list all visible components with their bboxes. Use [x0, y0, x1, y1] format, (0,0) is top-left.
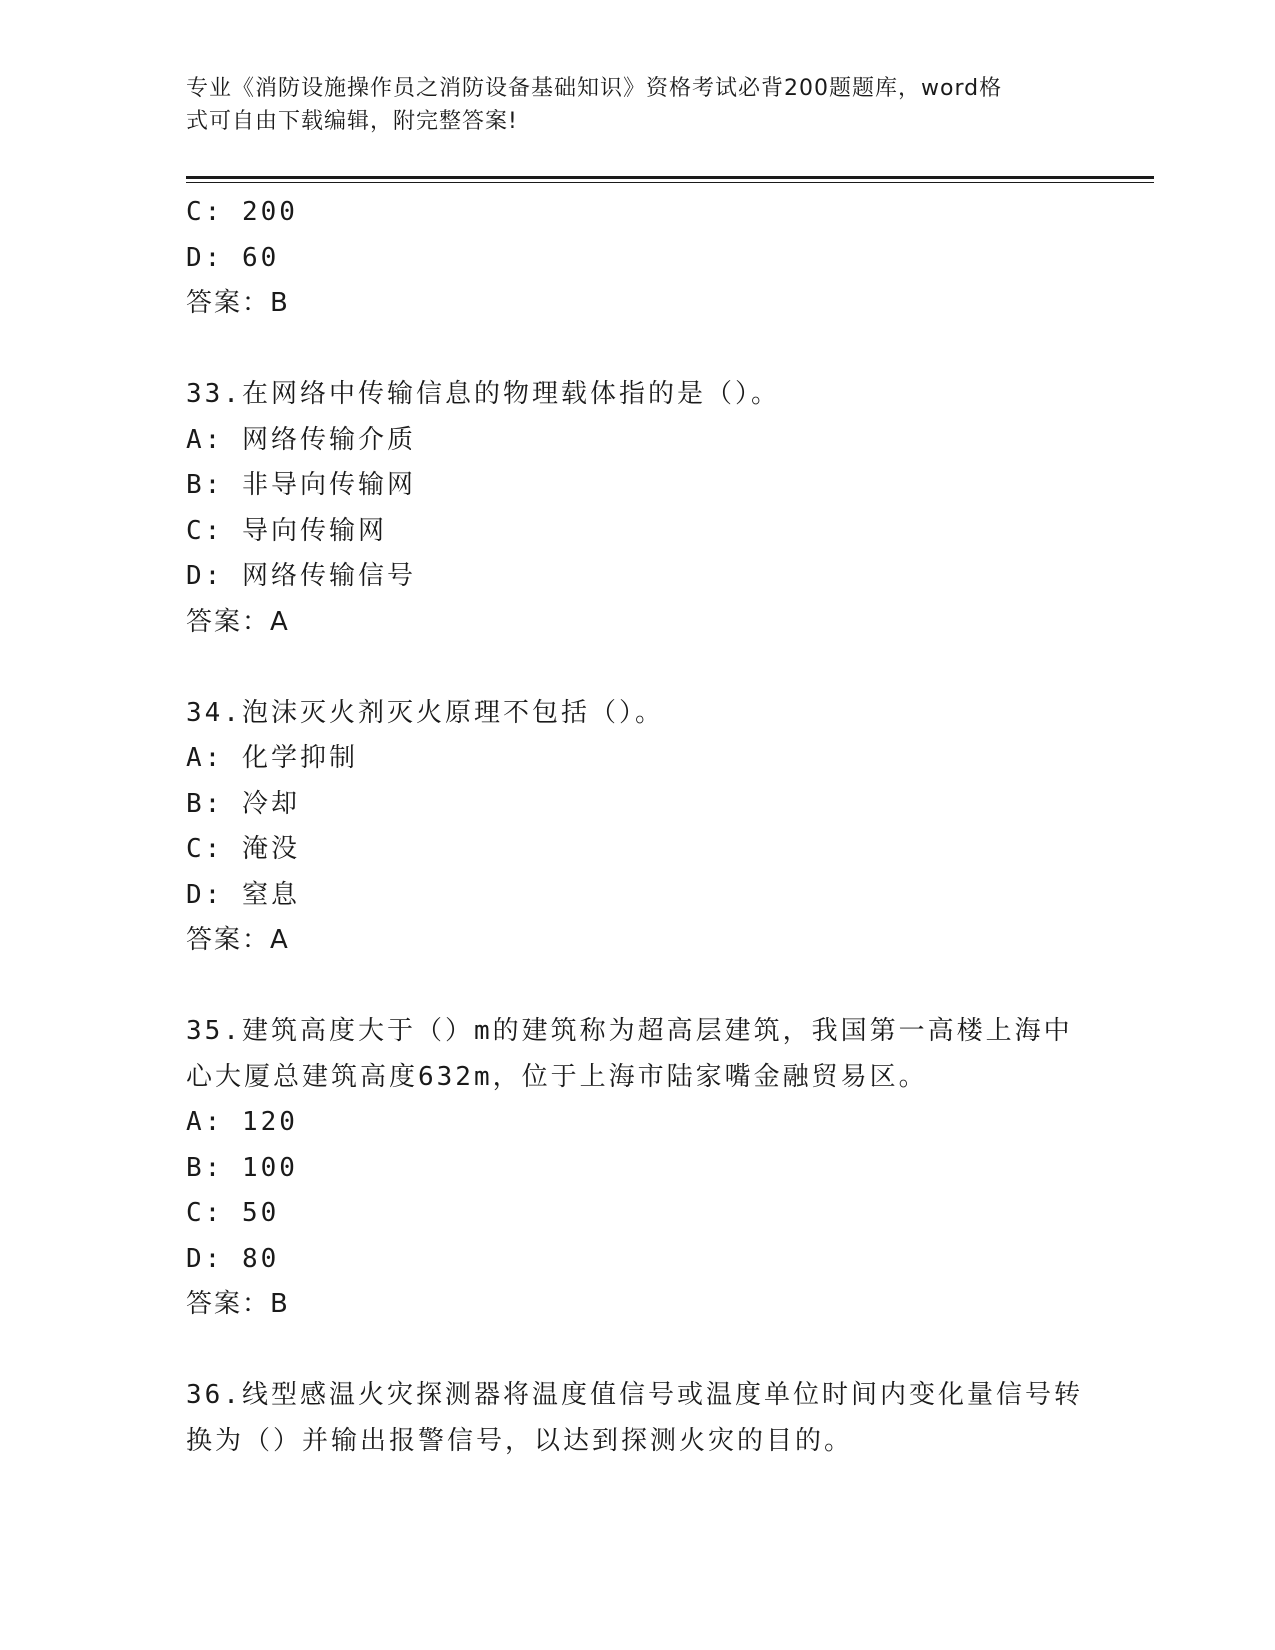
question-title-line-2: 心大厦总建筑高度632m，位于上海市陆家嘴金融贸易区。 — [186, 1061, 928, 1092]
option-c: C: 50 — [186, 1198, 280, 1228]
question-title: 33.在网络中传输信息的物理载体指的是（）。 — [186, 379, 780, 409]
question-title-line-2: 换为（）并输出报警信号，以达到探测火灾的目的。 — [186, 1425, 854, 1456]
spacer — [186, 645, 1086, 691]
question-title-line-1: 35.建筑高度大于（）m的建筑称为超高层建筑，我国第一高楼上海中 — [186, 1016, 1073, 1046]
header-line-1: 专业《消防设施操作员之消防设备基础知识》资格考试必背200题题库，word格 — [186, 76, 1003, 101]
spacer — [186, 327, 1086, 373]
answer-line: 答案：B — [186, 1289, 290, 1319]
question-33 — [186, 372, 1086, 645]
question-title-line-1: 36.线型感温火灾探测器将温度值信号或温度单位时间内变化量信号转 — [186, 1380, 1083, 1410]
option-b: B: 非导向传输网 — [186, 470, 416, 500]
question-32-continuation — [186, 190, 1086, 327]
option-b: B: 冷却 — [186, 788, 300, 819]
question-list — [186, 190, 1086, 1464]
question-title: 34.泡沫灭火剂灭火原理不包括（）。 — [186, 697, 664, 728]
option-a: A: 化学抑制 — [186, 743, 358, 773]
option-c: C: 淹没 — [186, 834, 300, 864]
spacer — [186, 1328, 1086, 1374]
document-header — [186, 72, 1066, 138]
option-d: D: 网络传输信号 — [186, 561, 416, 591]
option-d: D: 80 — [186, 1243, 280, 1274]
spacer — [186, 964, 1086, 1010]
option-a: A: 网络传输介质 — [186, 424, 416, 455]
option-c: C: 200 — [186, 197, 298, 227]
option-b: B: 100 — [186, 1152, 298, 1183]
answer-line: 答案：B — [186, 288, 290, 318]
option-d: D: 窒息 — [186, 879, 300, 910]
option-c: C: 导向传输网 — [186, 515, 387, 546]
header-rule-thick — [186, 176, 1154, 179]
answer-line: 答案：A — [186, 606, 290, 637]
option-a: A: 120 — [186, 1107, 298, 1137]
question-35 — [186, 1009, 1086, 1328]
question-36 — [186, 1373, 1086, 1464]
question-34 — [186, 691, 1086, 964]
header-line-2: 式可自由下载编辑，附完整答案! — [186, 109, 518, 134]
option-d: D: 60 — [186, 242, 280, 273]
answer-line: 答案：A — [186, 925, 290, 955]
header-rule-thin — [186, 182, 1154, 183]
